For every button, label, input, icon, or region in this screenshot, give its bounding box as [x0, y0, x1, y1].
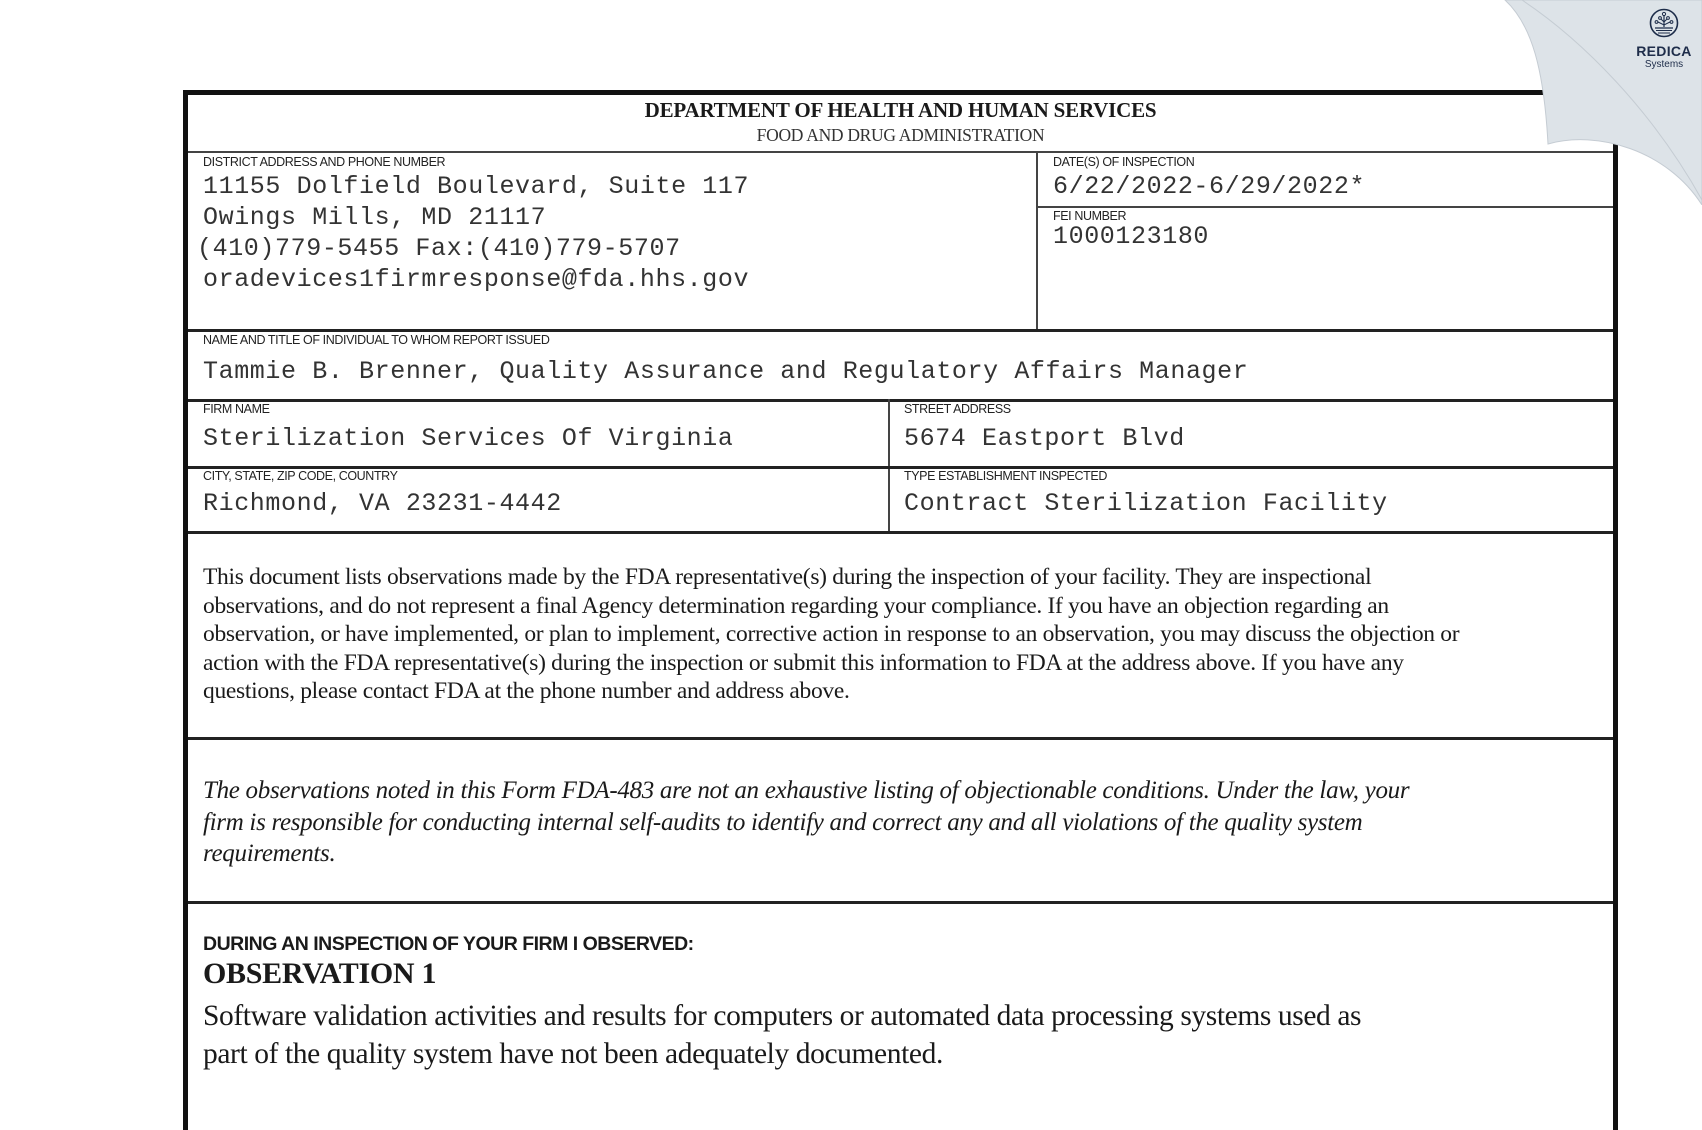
- divider: [1036, 151, 1038, 329]
- notice-paragraph: [203, 775, 1603, 870]
- observation-text: [203, 997, 1603, 1073]
- city-state-zip-value: Richmond, VA 23231-4442: [203, 489, 562, 518]
- establishment-type-label: TYPE ESTABLISHMENT INSPECTED: [904, 469, 1107, 483]
- divider: [888, 399, 890, 531]
- recipient-label: NAME AND TITLE OF INDIVIDUAL TO WHOM REPORT ISSUED: [203, 333, 550, 347]
- divider: [188, 737, 1613, 740]
- tree-network-icon: [1649, 8, 1679, 38]
- observation-line: Software validation activities and results for computers or automated data processing systems used as: [203, 1000, 1362, 1032]
- divider: [188, 466, 1613, 469]
- notice-line: The observations noted in this Form FDA-483 are not an exhaustive listing of objectionable conditions. Under the law, your: [203, 777, 1410, 804]
- notice-line: firm is responsible for conducting internal self-audits to identify and correct any and all violations of the quality system: [203, 808, 1363, 836]
- recipient-value: Tammie B. Brenner, Quality Assurance and Regulatory Affairs Manager: [203, 357, 1249, 386]
- agency-subtitle: FOOD AND DRUG ADMINISTRATION: [756, 125, 1045, 145]
- brand-name: REDICA: [1636, 43, 1692, 59]
- brand-subtitle: Systems: [1644, 59, 1684, 70]
- disclaimer-line: action with the FDA representative(s) during the inspection or submit this information to FDA at the address above. If you have any: [203, 649, 1404, 676]
- divider: [188, 901, 1613, 904]
- establishment-type-value: Contract Sterilization Facility: [904, 489, 1388, 518]
- district-phone-line: (410)779-5455 Fax:(410)779-5707: [197, 234, 681, 263]
- redica-logo[interactable]: [1636, 8, 1692, 70]
- divider: [188, 531, 1613, 534]
- divider: [188, 329, 1613, 332]
- district-email-line: oradevices1firmresponse@fda.hhs.gov: [203, 265, 750, 294]
- divider: [188, 151, 1613, 153]
- department-title: DEPARTMENT OF HEALTH AND HUMAN SERVICES: [644, 98, 1157, 122]
- city-state-zip-label: CITY, STATE, ZIP CODE, COUNTRY: [203, 469, 398, 483]
- fda-483-form: [183, 90, 1618, 1130]
- firm-name-label: FIRM NAME: [203, 402, 270, 416]
- divider: [1036, 206, 1613, 208]
- inspection-dates-label: DATE(S) OF INSPECTION: [1053, 155, 1195, 169]
- disclaimer-paragraph: [203, 563, 1603, 706]
- district-address-line: Owings Mills, MD 21117: [203, 203, 547, 232]
- disclaimer-line: questions, please contact FDA at the phone number and address above.: [203, 678, 850, 704]
- fei-number-label: FEI NUMBER: [1053, 209, 1127, 223]
- fei-number-value: 1000123180: [1053, 222, 1210, 251]
- observations-intro: DURING AN INSPECTION OF YOUR FIRM I OBSERVED:: [203, 933, 694, 955]
- street-address-label: STREET ADDRESS: [904, 402, 1011, 416]
- firm-name-value: Sterilization Services Of Virginia: [203, 424, 734, 453]
- notice-line: requirements.: [203, 840, 336, 867]
- street-address-value: 5674 Eastport Blvd: [904, 424, 1185, 453]
- inspection-dates-value: 6/22/2022-6/29/2022*: [1053, 172, 1366, 201]
- observation-title: OBSERVATION 1: [203, 957, 437, 990]
- district-address-line: 11155 Dolfield Boulevard, Suite 117: [203, 172, 750, 201]
- divider: [188, 399, 1613, 402]
- disclaimer-line: observation, or have implemented, or plan to implement, corrective action in response to an observation, you may discuss the objection or: [203, 621, 1460, 647]
- disclaimer-line: This document lists observations made by the FDA representative(s) during the inspection of your facility. They are inspectional: [203, 564, 1372, 590]
- district-address-label: DISTRICT ADDRESS AND PHONE NUMBER: [203, 155, 446, 169]
- disclaimer-line: observations, and do not represent a final Agency determination regarding your compliance. If you have an objection regarding an: [203, 592, 1389, 619]
- observation-line: part of the quality system have not been adequately documented.: [203, 1038, 943, 1070]
